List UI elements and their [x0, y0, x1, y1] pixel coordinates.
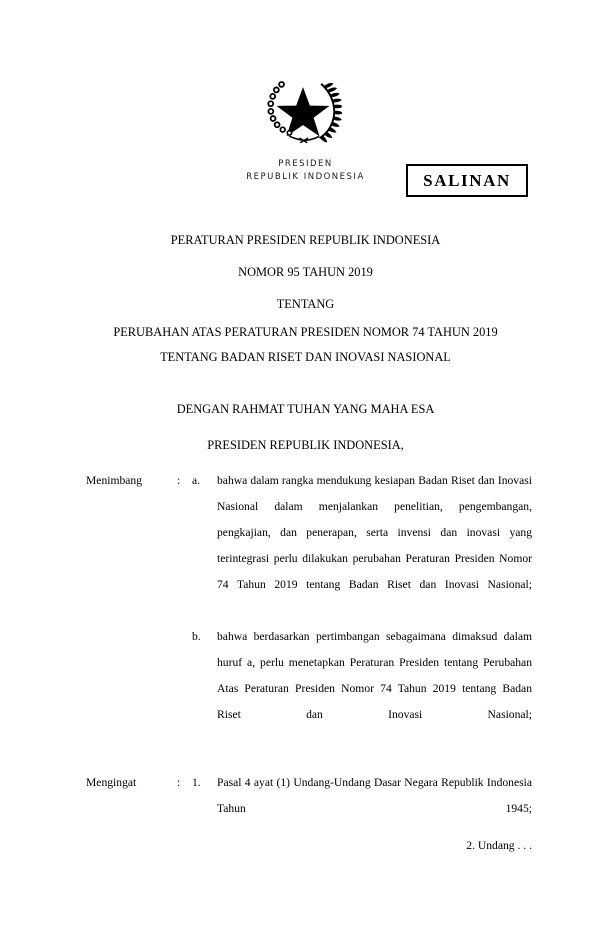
emblem-caption-line-2: REPUBLIK INDONESIA	[246, 171, 365, 182]
footer-catchword-text: 2. Undang . . .	[466, 839, 532, 852]
title-line-5: TENTANG BADAN RISET DAN INOVASI NASIONAL	[160, 350, 451, 364]
title-line-2: NOMOR 95 TAHUN 2019	[238, 265, 373, 279]
clause-item-text: bahwa dalam rangka mendukung kesiapan Badan Riset dan Inovasi Nasional dalam menjalankan penelitian, pengembangan, pengkajian, dan penerapan, serta invensi dan inovasi yang terintegrasi perlu dilakukan perubahan Peraturan Presiden Nomor 74 Tahun 2019 tentang Badan Riset dan Inovasi Nasional;	[217, 474, 532, 591]
document-header	[0, 62, 611, 192]
clause-menimbang-label: Menimbang	[86, 474, 143, 487]
clause-item-marker: b.	[192, 630, 201, 643]
enactment-block	[0, 391, 611, 463]
clause-item-text: bahwa berdasarkan pertimbangan sebagaimana dimaksud dalam huruf a, perlu menetapkan Peraturan Presiden tentang Perubahan Atas Peraturan Presiden Nomor 74 Tahun 2019 tentang Badan Riset dan Inovasi Nasional;	[217, 630, 532, 721]
title-line-3: TENTANG	[276, 297, 335, 311]
salinan-stamp	[406, 164, 528, 197]
emblem-caption-line-1: PRESIDEN	[278, 159, 333, 169]
enactment-line-2: PRESIDEN REPUBLIK INDONESIA,	[207, 438, 404, 452]
clause-item-text: Pasal 4 ayat (1) Undang-Undang Dasar Negara Republik Indonesia Tahun 1945;	[217, 776, 532, 815]
clause-item	[192, 468, 532, 624]
presidential-seal-icon	[264, 70, 342, 148]
salinan-stamp-label: SALINAN	[423, 171, 511, 190]
clause-mengingat-label: Mengingat	[86, 776, 137, 789]
document-title-block	[0, 224, 611, 370]
clause-menimbang-items	[192, 468, 532, 754]
title-line-4: PERUBAHAN ATAS PERATURAN PRESIDEN NOMOR 74 TAHUN 2019	[113, 325, 498, 339]
clause-menimbang-colon: :	[177, 474, 181, 487]
clause-item-marker: 1.	[192, 776, 201, 789]
clause-item-marker: a.	[192, 474, 201, 487]
enactment-line-1: DENGAN RAHMAT TUHAN YANG MAHA ESA	[176, 402, 435, 416]
clause-item	[192, 624, 532, 754]
clause-menimbang	[86, 468, 532, 754]
clause-mengingat-colon: :	[177, 776, 181, 789]
title-line-1: PERATURAN PRESIDEN REPUBLIK INDONESIA	[170, 233, 441, 247]
footer-catchword	[0, 836, 532, 856]
